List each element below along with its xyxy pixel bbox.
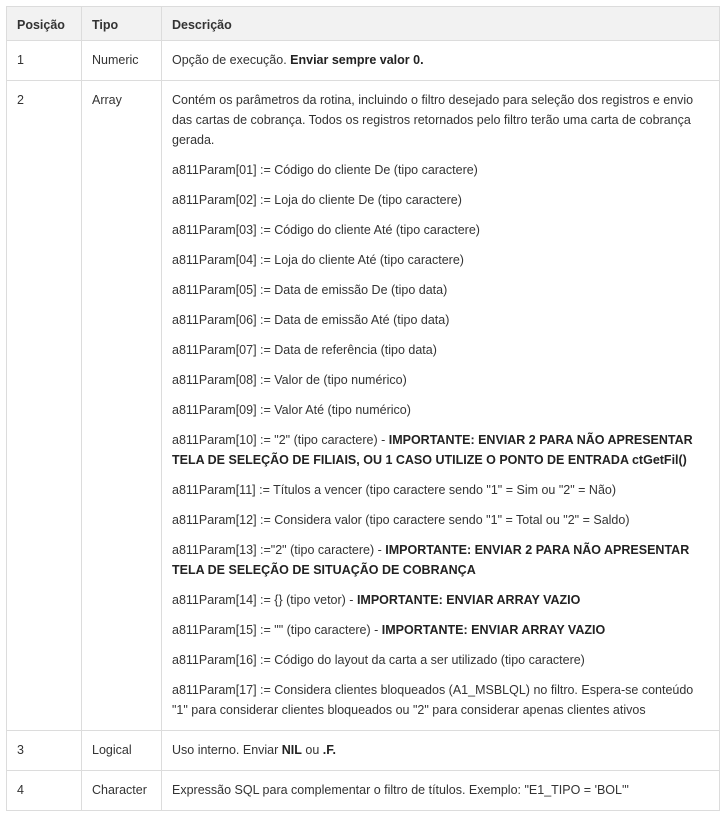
table-row: [7, 81, 720, 731]
param-line: [172, 430, 709, 470]
param-text: a811Param[03] := Código do cliente Até (tipo caractere): [172, 223, 480, 237]
param-emphasis: IMPORTANTE: ENVIAR ARRAY VAZIO: [356, 593, 581, 607]
cell-description: [162, 731, 720, 771]
cell-type: Logical: [82, 731, 162, 771]
desc-emphasis: .F.: [322, 743, 336, 757]
param-text: a811Param[13] :="2" (tipo caractere) -: [172, 543, 386, 557]
param-text: a811Param[09] := Valor Até (tipo numérico): [172, 403, 411, 417]
cell-description: Expressão SQL para complementar o filtro de títulos. Exemplo: "E1_TIPO = 'BOL'": [162, 771, 720, 811]
param-text: a811Param[14] := {} (tipo vetor) -: [172, 593, 357, 607]
cell-position: 4: [7, 771, 82, 811]
param-text: a811Param[11] := Títulos a vencer (tipo caractere sendo "1" = Sim ou "2" = Não): [172, 483, 617, 497]
param-line: [172, 400, 709, 420]
param-text: a811Param[10] := "2" (tipo caractere) -: [172, 433, 389, 447]
param-emphasis: IMPORTANTE: ENVIAR ARRAY VAZIO: [381, 623, 606, 637]
param-line: [172, 650, 709, 670]
param-text: a811Param[15] := "" (tipo caractere) -: [172, 623, 382, 637]
cell-description: [162, 41, 720, 81]
header-type: Tipo: [82, 7, 162, 41]
param-line: [172, 220, 709, 240]
param-line: [172, 160, 709, 180]
param-text: a811Param[06] := Data de emissão Até (tipo data): [172, 313, 450, 327]
param-line: [172, 620, 709, 640]
param-line: [172, 310, 709, 330]
param-line: [172, 540, 709, 580]
desc-intro: Contém os parâmetros da rotina, incluindo o filtro desejado para seleção dos registros e envio das cartas de cobrança. Todos os registros retornados pelo filtro terão uma carta de cobrança gerada.: [172, 93, 694, 147]
cell-description: [162, 81, 720, 731]
param-text: a811Param[16] := Código do layout da carta a ser utilizado (tipo caractere): [172, 653, 585, 667]
desc-emphasis: Enviar sempre valor 0.: [290, 53, 424, 67]
param-text: a811Param[17] := Considera clientes bloqueados (A1_MSBLQL) no filtro. Espera-se conteúdo "1" para considerar clientes bloqueados ou "2" para considerar apenas clientes ativos: [172, 683, 694, 717]
header-position: Posição: [7, 7, 82, 41]
param-line: [172, 680, 709, 720]
param-line: [172, 590, 709, 610]
desc-text: ou: [301, 743, 323, 757]
param-text: a811Param[08] := Valor de (tipo numérico): [172, 373, 407, 387]
table-header-row: [7, 7, 720, 41]
table-row: [7, 731, 720, 771]
param-emphasis: IMPORTANTE: ENVIAR 2 PARA NÃO APRESENTAR TELA DE SELEÇÃO DE SITUAÇÃO DE COBRANÇA: [172, 543, 690, 577]
table-row: [7, 771, 720, 811]
param-emphasis: IMPORTANTE: ENVIAR 2 PARA NÃO APRESENTAR TELA DE SELEÇÃO DE FILIAIS, OU 1 CASO UTILIZE O PONTO DE ENTRADA ctGetFil(): [172, 433, 693, 467]
param-text: a811Param[01] := Código do cliente De (tipo caractere): [172, 163, 478, 177]
desc-text: Uso interno. Enviar: [172, 743, 282, 757]
cell-position: 3: [7, 731, 82, 771]
cell-position: 1: [7, 41, 82, 81]
param-line: [172, 340, 709, 360]
parameters-table: [6, 6, 720, 811]
param-text: a811Param[07] := Data de referência (tipo data): [172, 343, 437, 357]
param-line: [172, 370, 709, 390]
desc-emphasis: NIL: [281, 743, 302, 757]
header-description: Descrição: [162, 7, 720, 41]
param-text: a811Param[05] := Data de emissão De (tipo data): [172, 283, 448, 297]
param-text: a811Param[02] := Loja do cliente De (tipo caractere): [172, 193, 462, 207]
cell-type: Array: [82, 81, 162, 731]
param-line: [172, 510, 709, 530]
param-line: [172, 280, 709, 300]
param-text: a811Param[04] := Loja do cliente Até (tipo caractere): [172, 253, 464, 267]
param-line: [172, 250, 709, 270]
param-text: a811Param[12] := Considera valor (tipo caractere sendo "1" = Total ou "2" = Saldo): [172, 513, 630, 527]
cell-type: Character: [82, 771, 162, 811]
cell-position: 2: [7, 81, 82, 731]
table-row: [7, 41, 720, 81]
cell-type: Numeric: [82, 41, 162, 81]
param-line: [172, 190, 709, 210]
desc-text: Opção de execução.: [172, 53, 291, 67]
param-line: [172, 480, 709, 500]
